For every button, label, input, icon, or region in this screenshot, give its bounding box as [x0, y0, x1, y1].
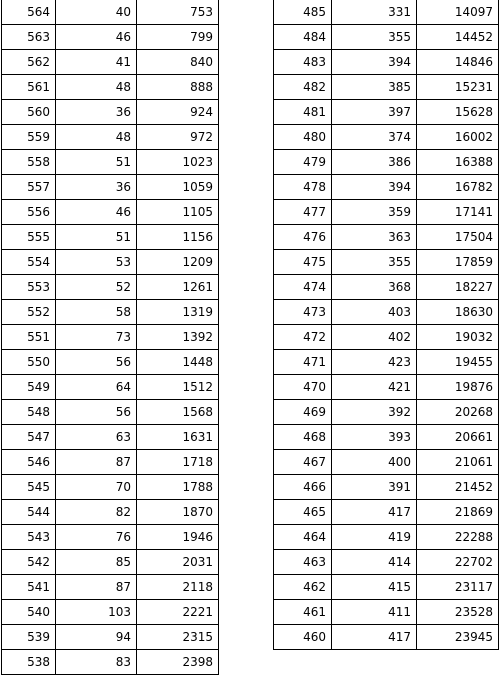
score-cell: 551: [2, 325, 56, 350]
table-row: [2, 525, 219, 550]
cumulative-cell: 1631: [137, 425, 219, 450]
count-cell: 419: [332, 525, 417, 550]
table-row: [274, 550, 499, 575]
table-row: [274, 575, 499, 600]
table-row: [274, 150, 499, 175]
cumulative-cell: 2221: [137, 600, 219, 625]
score-cell: 473: [274, 300, 332, 325]
count-cell: 331: [332, 0, 417, 25]
count-cell: 94: [56, 625, 137, 650]
table-row: [274, 175, 499, 200]
score-cell: 462: [274, 575, 332, 600]
count-cell: 36: [56, 175, 137, 200]
score-cell: 558: [2, 150, 56, 175]
score-cell: 466: [274, 475, 332, 500]
table-row: [2, 275, 219, 300]
count-cell: 56: [56, 400, 137, 425]
table-row: [2, 650, 219, 675]
score-cell: 541: [2, 575, 56, 600]
cumulative-cell: 1870: [137, 500, 219, 525]
table-row: [2, 375, 219, 400]
score-cell: 557: [2, 175, 56, 200]
score-cell: 468: [274, 425, 332, 450]
count-cell: 46: [56, 200, 137, 225]
score-cell: 469: [274, 400, 332, 425]
table-row: [274, 625, 499, 650]
cumulative-cell: 1392: [137, 325, 219, 350]
cumulative-cell: 14846: [417, 50, 499, 75]
cumulative-cell: 840: [137, 50, 219, 75]
count-cell: 48: [56, 75, 137, 100]
count-cell: 51: [56, 150, 137, 175]
score-cell: 559: [2, 125, 56, 150]
count-cell: 103: [56, 600, 137, 625]
table-row: [2, 150, 219, 175]
score-cell: 549: [2, 375, 56, 400]
score-cell: 472: [274, 325, 332, 350]
cumulative-cell: 2031: [137, 550, 219, 575]
table-row: [2, 400, 219, 425]
count-cell: 46: [56, 25, 137, 50]
score-cell: 475: [274, 250, 332, 275]
cumulative-cell: 19876: [417, 375, 499, 400]
table-row: [2, 250, 219, 275]
score-cell: 547: [2, 425, 56, 450]
cumulative-cell: 16388: [417, 150, 499, 175]
table-row: [274, 50, 499, 75]
table-row: [274, 400, 499, 425]
cumulative-cell: 17859: [417, 250, 499, 275]
cumulative-cell: 2315: [137, 625, 219, 650]
count-cell: 52: [56, 275, 137, 300]
cumulative-cell: 19032: [417, 325, 499, 350]
table-row: [2, 450, 219, 475]
score-cell: 550: [2, 350, 56, 375]
count-cell: 87: [56, 450, 137, 475]
table-row: [274, 200, 499, 225]
cumulative-cell: 18630: [417, 300, 499, 325]
cumulative-cell: 1023: [137, 150, 219, 175]
score-cell: 554: [2, 250, 56, 275]
table-row: [274, 375, 499, 400]
table-row: [274, 350, 499, 375]
cumulative-cell: 21452: [417, 475, 499, 500]
cumulative-cell: 20661: [417, 425, 499, 450]
count-cell: 421: [332, 375, 417, 400]
cumulative-cell: 753: [137, 0, 219, 25]
cumulative-cell: 21061: [417, 450, 499, 475]
cumulative-cell: 22702: [417, 550, 499, 575]
table-row: [274, 425, 499, 450]
score-cell: 476: [274, 225, 332, 250]
count-cell: 394: [332, 50, 417, 75]
table-row: [274, 275, 499, 300]
count-cell: 391: [332, 475, 417, 500]
score-cell: 564: [2, 0, 56, 25]
count-cell: 411: [332, 600, 417, 625]
count-cell: 41: [56, 50, 137, 75]
score-cell: 465: [274, 500, 332, 525]
score-cell: 460: [274, 625, 332, 650]
count-cell: 76: [56, 525, 137, 550]
score-cell: 483: [274, 50, 332, 75]
cumulative-cell: 16782: [417, 175, 499, 200]
table-row: [274, 500, 499, 525]
cumulative-cell: 2118: [137, 575, 219, 600]
left-score-table: [1, 0, 219, 675]
table-row: [2, 500, 219, 525]
table-row: [2, 75, 219, 100]
count-cell: 48: [56, 125, 137, 150]
count-cell: 359: [332, 200, 417, 225]
count-cell: 53: [56, 250, 137, 275]
table-row: [2, 100, 219, 125]
count-cell: 415: [332, 575, 417, 600]
count-cell: 36: [56, 100, 137, 125]
cumulative-cell: 20268: [417, 400, 499, 425]
cumulative-cell: 15628: [417, 100, 499, 125]
cumulative-cell: 21869: [417, 500, 499, 525]
cumulative-cell: 972: [137, 125, 219, 150]
count-cell: 397: [332, 100, 417, 125]
cumulative-cell: 19455: [417, 350, 499, 375]
score-cell: 555: [2, 225, 56, 250]
count-cell: 392: [332, 400, 417, 425]
table-row: [274, 600, 499, 625]
count-cell: 51: [56, 225, 137, 250]
cumulative-cell: 1788: [137, 475, 219, 500]
score-cell: 538: [2, 650, 56, 675]
table-row: [274, 450, 499, 475]
table-row: [2, 425, 219, 450]
cumulative-cell: 1105: [137, 200, 219, 225]
table-row: [274, 0, 499, 25]
table-row: [274, 325, 499, 350]
score-cell: 544: [2, 500, 56, 525]
cumulative-cell: 22288: [417, 525, 499, 550]
score-cell: 463: [274, 550, 332, 575]
table-row: [2, 325, 219, 350]
cumulative-cell: 1568: [137, 400, 219, 425]
table-row: [2, 200, 219, 225]
table-row: [274, 75, 499, 100]
score-cell: 545: [2, 475, 56, 500]
count-cell: 83: [56, 650, 137, 675]
score-cell: 546: [2, 450, 56, 475]
score-cell: 478: [274, 175, 332, 200]
table-row: [2, 300, 219, 325]
count-cell: 423: [332, 350, 417, 375]
count-cell: 363: [332, 225, 417, 250]
count-cell: 70: [56, 475, 137, 500]
cumulative-cell: 1448: [137, 350, 219, 375]
cumulative-cell: 799: [137, 25, 219, 50]
count-cell: 368: [332, 275, 417, 300]
score-cell: 470: [274, 375, 332, 400]
table-row: [2, 550, 219, 575]
table-row: [2, 125, 219, 150]
count-cell: 85: [56, 550, 137, 575]
cumulative-cell: 23117: [417, 575, 499, 600]
table-row: [274, 475, 499, 500]
score-cell: 539: [2, 625, 56, 650]
score-cell: 477: [274, 200, 332, 225]
cumulative-cell: 1319: [137, 300, 219, 325]
score-cell: 562: [2, 50, 56, 75]
score-cell: 561: [2, 75, 56, 100]
score-cell: 543: [2, 525, 56, 550]
table-row: [2, 225, 219, 250]
count-cell: 374: [332, 125, 417, 150]
cumulative-cell: 2398: [137, 650, 219, 675]
score-cell: 479: [274, 150, 332, 175]
score-cell: 553: [2, 275, 56, 300]
count-cell: 58: [56, 300, 137, 325]
count-cell: 385: [332, 75, 417, 100]
table-row: [274, 250, 499, 275]
table-row: [2, 25, 219, 50]
count-cell: 403: [332, 300, 417, 325]
table-row: [2, 600, 219, 625]
count-cell: 355: [332, 25, 417, 50]
cumulative-cell: 14452: [417, 25, 499, 50]
score-cell: 560: [2, 100, 56, 125]
table-row: [274, 100, 499, 125]
cumulative-cell: 16002: [417, 125, 499, 150]
right-score-table: [273, 0, 499, 650]
table-row: [2, 50, 219, 75]
cumulative-cell: 1261: [137, 275, 219, 300]
score-cell: 556: [2, 200, 56, 225]
count-cell: 402: [332, 325, 417, 350]
table-row: [274, 225, 499, 250]
score-cell: 464: [274, 525, 332, 550]
score-cell: 480: [274, 125, 332, 150]
score-cell: 484: [274, 25, 332, 50]
score-cell: 552: [2, 300, 56, 325]
count-cell: 73: [56, 325, 137, 350]
cumulative-cell: 17504: [417, 225, 499, 250]
cumulative-cell: 1156: [137, 225, 219, 250]
table-row: [274, 125, 499, 150]
count-cell: 400: [332, 450, 417, 475]
score-cell: 467: [274, 450, 332, 475]
cumulative-cell: 1059: [137, 175, 219, 200]
table-row: [2, 175, 219, 200]
table-row: [2, 350, 219, 375]
count-cell: 386: [332, 150, 417, 175]
cumulative-cell: 23528: [417, 600, 499, 625]
score-cell: 461: [274, 600, 332, 625]
cumulative-cell: 23945: [417, 625, 499, 650]
table-row: [2, 475, 219, 500]
count-cell: 64: [56, 375, 137, 400]
cumulative-cell: 1718: [137, 450, 219, 475]
table-row: [274, 25, 499, 50]
count-cell: 414: [332, 550, 417, 575]
table-row: [2, 625, 219, 650]
score-cell: 542: [2, 550, 56, 575]
score-cell: 485: [274, 0, 332, 25]
count-cell: 40: [56, 0, 137, 25]
score-cell: 540: [2, 600, 56, 625]
score-cell: 474: [274, 275, 332, 300]
score-cell: 471: [274, 350, 332, 375]
count-cell: 82: [56, 500, 137, 525]
count-cell: 355: [332, 250, 417, 275]
cumulative-cell: 888: [137, 75, 219, 100]
cumulative-cell: 1512: [137, 375, 219, 400]
cumulative-cell: 15231: [417, 75, 499, 100]
cumulative-cell: 1946: [137, 525, 219, 550]
count-cell: 417: [332, 625, 417, 650]
cumulative-cell: 18227: [417, 275, 499, 300]
table-row: [274, 525, 499, 550]
cumulative-cell: 1209: [137, 250, 219, 275]
table-row: [2, 0, 219, 25]
score-cell: 482: [274, 75, 332, 100]
table-row: [2, 575, 219, 600]
cumulative-cell: 924: [137, 100, 219, 125]
cumulative-cell: 14097: [417, 0, 499, 25]
cumulative-cell: 17141: [417, 200, 499, 225]
count-cell: 56: [56, 350, 137, 375]
count-cell: 63: [56, 425, 137, 450]
count-cell: 394: [332, 175, 417, 200]
score-cell: 481: [274, 100, 332, 125]
count-cell: 417: [332, 500, 417, 525]
score-cell: 563: [2, 25, 56, 50]
count-cell: 87: [56, 575, 137, 600]
count-cell: 393: [332, 425, 417, 450]
table-row: [274, 300, 499, 325]
score-cell: 548: [2, 400, 56, 425]
